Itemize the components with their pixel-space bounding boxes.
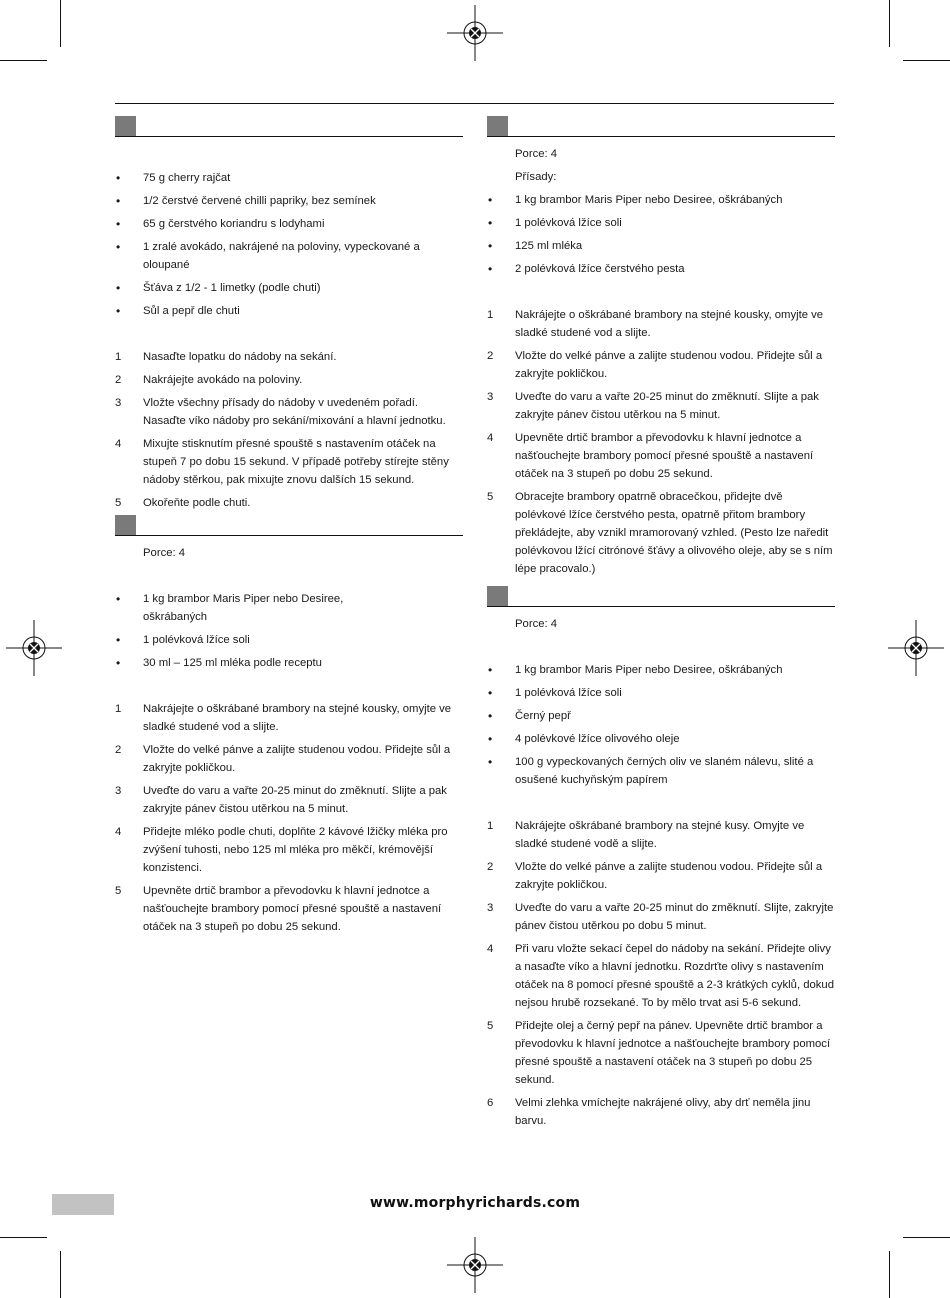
section-header	[487, 116, 835, 137]
method-step: 4 Upevněte drtič brambor a převodovku k hlavní jednotce a našťouchejte brambory pomocí přesné spouště a nastavení otáček na 3 stupeň po dobu 25 sekund.	[487, 432, 814, 480]
registration-mark-icon	[4, 618, 64, 678]
ingredient-item: • 1 polévková lžíce soli	[116, 633, 250, 647]
method-step: 4 Mixujte stisknutím přesné spouště s nastavením otáček na stupeň 7 po dobu 15 sekund. V případě potřeby stírejte stěny nádoby stěrkou, pak mixujte znovu dalších 15 sekund.	[115, 438, 449, 486]
crop-mark	[889, 0, 890, 47]
crop-mark	[0, 1237, 47, 1238]
ingredient-item: • 1 kg brambor Maris Piper nebo Desiree, oškrábaných	[116, 592, 344, 623]
registration-mark-icon	[445, 1235, 505, 1295]
method-step: 2 Vložte do velké pánve a zalijte studenou vodou. Přidejte sůl a zakryjte pokličkou.	[487, 350, 823, 380]
ingredient-item: • 30 ml – 125 ml mléka podle receptu	[116, 656, 322, 670]
method-step: 4 Přidejte mléko podle chuti, doplňte 2 kávové lžičky mléka pro zvýšení tuhosti, nebo 125 ml mléka pro měkčí, krémovější konzistenci.	[115, 826, 448, 874]
method-step: 2 Vložte do velké pánve a zalijte studenou vodou. Přidejte sůl a zakryjte pokličkou.	[487, 861, 823, 891]
method-step: 2 Nakrájejte avokádo na poloviny.	[115, 374, 303, 386]
ingredient-item: • 65 g čerstvého koriandru s lodyhami	[116, 217, 325, 231]
servings-text: Porce: 4	[515, 148, 558, 160]
method-step: 3 Uveďte do varu a vařte 20-25 minut do změknutí. Slijte a pak zakryjte pánev čistou utěrkou na 5 minut.	[487, 391, 819, 421]
method-list	[487, 817, 835, 1130]
method-step: 1 Nasaďte lopatku do nádoby na sekání.	[115, 351, 337, 363]
ingredient-item: • 1 kg brambor Maris Piper nebo Desiree, oškrábaných	[488, 663, 783, 677]
method-step: 3 Vložte všechny přísady do nádoby v uvedeném pořadí. Nasaďte víko nádoby pro sekání/mixování a hlavní jednotku.	[115, 397, 446, 427]
ingredient-item: • Černý pepř	[488, 709, 571, 723]
crop-mark	[903, 60, 950, 61]
footer-website-link[interactable]: www.morphyrichards.com	[369, 1195, 581, 1211]
registration-mark-icon	[445, 3, 505, 63]
section-header	[487, 586, 835, 607]
ingredients-heading: Přísady:	[515, 171, 557, 183]
section-header	[115, 116, 463, 137]
crop-mark	[60, 1251, 61, 1298]
method-step: 5 Upevněte drtič brambor a převodovku k hlavní jednotce a našťouchejte brambory pomocí přesné spouště a nastavení otáček na 3 stupeň po dobu 25 sekund.	[115, 885, 442, 933]
crop-mark	[903, 1237, 950, 1238]
method-step: 6 Velmi zlehka vmíchejte nakrájené olivy, aby drť neměla jinu barvu.	[487, 1097, 811, 1127]
ingredient-item: • 1 polévková lžíce soli	[488, 686, 622, 700]
ingredient-list	[487, 191, 835, 278]
method-list	[487, 306, 835, 578]
section-header	[115, 515, 463, 536]
method-list	[115, 700, 463, 936]
crop-mark	[889, 1251, 890, 1298]
method-step: 3 Uveďte do varu a vařte 20-25 minut do změknutí. Slijte, zakryjte pánev čistou utěrkou po dobu 5 minut.	[487, 902, 834, 932]
ingredient-item: • 1/2 čerstvé červené chilli papriky, bez semínek	[116, 194, 376, 208]
ingredient-list	[487, 661, 835, 789]
ingredient-item: • 125 ml mléka	[488, 239, 583, 253]
ingredient-item: • 100 g vypeckovaných černých oliv ve slaném nálevu, slité a osušené kuchyňským papírem	[488, 755, 814, 786]
ingredient-item: • Sůl a pepř dle chuti	[116, 304, 240, 318]
ingredient-item: • 1 polévková lžíce soli	[488, 216, 622, 230]
crop-mark	[60, 0, 61, 47]
left-column	[115, 116, 463, 936]
method-step: 5 Přidejte olej a černý pepř na pánev. Upevněte drtič brambor a převodovku k hlavní jednotce a našťouchejte brambory pomocí přesné spouště a nastavení otáček na 3 stupeň po dobu 25 sekund.	[487, 1020, 831, 1086]
ingredient-item: • 4 polévkové lžíce olivového oleje	[488, 732, 680, 746]
page-top-rule	[115, 103, 834, 104]
crop-mark	[0, 60, 47, 61]
method-step: 1 Nakrájejte oškrábané brambory na stejné kusy. Omyjte ve sladké studené vodě a slijte.	[487, 820, 805, 850]
right-column	[487, 116, 835, 1130]
method-list	[115, 348, 463, 512]
ingredient-item: • 2 polévková lžíce čerstvého pesta	[488, 262, 685, 276]
method-step: 2 Vložte do velké pánve a zalijte studenou vodou. Přidejte sůl a zakryjte pokličkou.	[115, 744, 451, 774]
ingredient-item: • 1 zralé avokádo, nakrájené na poloviny, vypeckované a oloupané	[116, 240, 420, 271]
ingredient-list	[115, 590, 463, 672]
method-step: 5 Obracejte brambory opatrně obracečkou, přidejte dvě polévkové lžíce čerstvého pesta, opatrně přitom brambory překládejte, aby vznikl mramorovaný vzhled. (Pesto lze naředit polévkovou lžící citrónové šťávy a olivového oleje, aby se s ním lépe pracovalo.)	[487, 491, 833, 575]
method-step: 5 Okořeňte podle chuti.	[115, 497, 251, 509]
ingredient-item: • 1 kg brambor Maris Piper nebo Desiree, oškrábaných	[488, 193, 783, 207]
method-step: 3 Uveďte do varu a vařte 20-25 minut do změknutí. Slijte a pak zakryjte pánev čistou utěrkou na 5 minut.	[115, 785, 447, 815]
ingredient-item: • 75 g cherry rajčat	[116, 171, 231, 185]
method-step: 1 Nakrájejte o oškrábané brambory na stejné kousky, omyjte ve sladké studené vod a slijte.	[115, 703, 452, 733]
servings-text: Porce: 4	[143, 547, 186, 559]
servings-text: Porce: 4	[515, 618, 558, 630]
page-number-box	[52, 1194, 114, 1215]
method-step: 1 Nakrájejte o oškrábané brambory na stejné kousky, omyjte ve sladké studené vod a slijte.	[487, 309, 824, 339]
ingredient-item: • Šťáva z 1/2 - 1 limetky (podle chuti)	[116, 281, 321, 295]
ingredient-list	[115, 169, 463, 320]
method-step: 4 Při varu vložte sekací čepel do nádoby na sekání. Přidejte olivy a nasaďte víko a hlavní jednotku. Rozdrťte olivy s nastavením otáček na 8 pomocí přesné spouště a 2-3 krátkých cyklů, dokud nejsou hrubě rozsekané. To by mělo trvat asi 5-6 sekund.	[487, 943, 834, 1009]
registration-mark-icon	[886, 618, 946, 678]
